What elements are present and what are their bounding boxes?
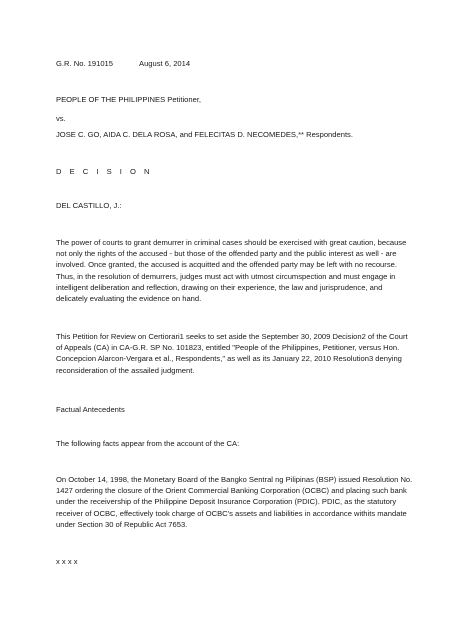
paragraph-line: Concepcion Alarcon-Vergara et al., Respondents," as well as its January 22, 2010 Resolution3 denying <box>56 354 402 364</box>
paragraph-line: delicately evaluating the evidence on hand. <box>56 294 202 304</box>
paragraph-line: This Petition for Review on Certiorari1 seeks to set aside the September 30, 2009 Decision2 of the Court <box>56 332 408 341</box>
versus-line: vs. <box>56 114 66 123</box>
omission-marker: x x x x <box>56 557 78 566</box>
paragraph-line: 1427 ordering the closure of the Orient Commercial Banking Corporation (OCBC) and placing such bank <box>56 486 407 496</box>
ponente: DEL CASTILLO, J.: <box>56 201 122 210</box>
decision-title: D E C I S I O N <box>56 167 153 176</box>
facts-intro: The following facts appear from the account of the CA: <box>56 439 240 448</box>
paragraph-line: Thus, in the resolution of demurrers, judges must act with utmost circumspection and must engage in <box>56 271 396 281</box>
paragraph-line: under the receivership of the Philippine Deposit Insurance Corporation (PDIC). PDIC, as the statutory <box>56 497 397 507</box>
paragraph-3 <box>56 474 412 530</box>
gr-number: G.R. No. 191015 <box>56 59 113 68</box>
paragraph-line: receiver of OCBC, effectively took charge of OCBC's assets and liabilities in accordance withits mandate <box>56 508 407 518</box>
paragraph-line: of Appeals (CA) in CA-G.R. SP No. 101823, entitled "People of the Philippines, Petitioner, versus Hon. <box>56 343 400 353</box>
paragraph-line: under Section 30 of Republic Act 7653. <box>56 519 188 529</box>
paragraph-line: involved. Once granted, the accused is acquitted and the offended party may be left with no recourse. <box>56 260 397 270</box>
paragraph-line: The power of courts to grant demurrer in criminal cases should be exercised with great caution, because <box>56 238 407 247</box>
paragraph-2 <box>56 331 408 376</box>
paragraph-line: reconsideration of the assailed judgment. <box>56 365 195 375</box>
respondents-line: JOSE C. GO, AIDA C. DELA ROSA, and FELECITAS D. NECOMEDES,** Respondents. <box>56 130 353 139</box>
paragraph-line: not only the rights of the accused - but those of the offended party and the public interest as well - are <box>56 249 397 259</box>
petitioner-line: PEOPLE OF THE PHILIPPINES Petitioner, <box>56 95 202 104</box>
paragraph-line: intelligent deliberation and reflection, drawing on their experience, the law and jurisprudence, and <box>56 282 383 292</box>
case-header <box>56 58 190 69</box>
paragraph-line: On October 14, 1998, the Monetary Board of the Bangko Sentral ng Pilipinas (BSP) issued Resolution No. <box>56 475 413 484</box>
decision-date: August 6, 2014 <box>139 59 191 68</box>
paragraph-1 <box>56 237 406 304</box>
section-heading: Factual Antecedents <box>56 405 125 414</box>
